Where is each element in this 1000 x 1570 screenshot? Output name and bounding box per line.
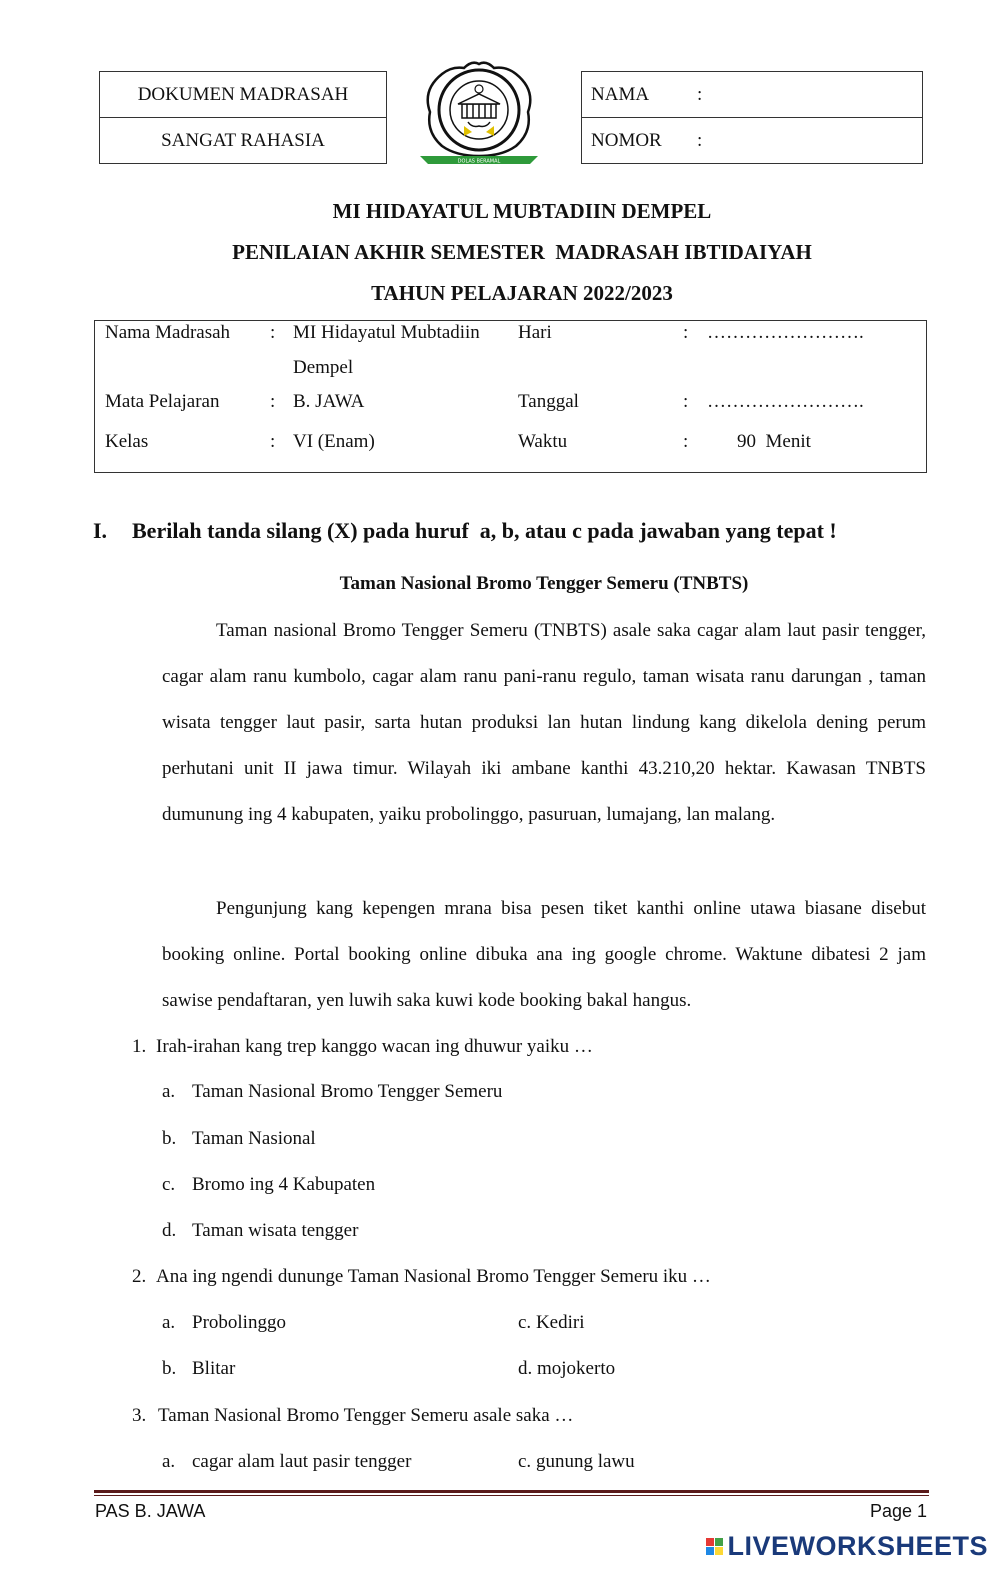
question-2-option-b-letter[interactable]: b. [162,1358,177,1379]
mapel-value: B. JAWA [293,391,365,412]
waktu-colon: : [683,431,689,452]
reading-paragraph-1-text: Taman nasional Bromo Tengger Semeru (TNBTS) asale saka cagar alam laut pasir tengger, cagar alam ranu kumbolo, cagar alam ranu pani-ranu regulo, taman wisata ranu darungan , taman wisata tengger laut pasir, sarta hutan produksi lan hutan lindung kang dikelola dening perum perhutani unit II jawa timur. Wilayah iki ambane kanthi 43.210,20 hektar. Kawasan TNBTS dumunung ing 4 kabupaten, yaiku probolinggo, pasuruan, lumajang, lan malang. [162,620,926,825]
nomor-label: NOMOR [591,130,662,151]
tanggal-colon: : [683,391,689,412]
question-1-option-c-letter[interactable]: c. [162,1174,176,1195]
reading-paragraph-2 [162,886,926,1024]
tanggal-value: ……………………. [707,391,864,412]
reading-paragraph-1 [162,608,926,838]
waktu-value: 90 Menit [737,431,811,452]
doc-type: DOKUMEN MADRASAH [100,72,386,118]
nama-colon: : [697,84,703,105]
kelas-colon: : [270,431,276,452]
question-1-option-c[interactable]: Bromo ing 4 Kabupaten [192,1174,376,1195]
kelas-label: Kelas [105,431,149,452]
liveworksheets-watermark [706,1531,988,1562]
exam-title: PENILAIAN AKHIR SEMESTER MADRASAH IBTIDAIYAH [232,240,812,264]
footer-rule [94,1490,929,1493]
hari-value: ……………………. [707,322,864,343]
question-2-option-c[interactable] [518,1312,584,1334]
section-number: I. [93,518,108,543]
question-3-text: Taman Nasional Bromo Tengger Semeru asale saka … [158,1405,574,1426]
question-2-text: Ana ing ngendi dununge Taman Nasional Bromo Tengger Semeru iku … [156,1266,711,1287]
liveworksheets-text: LIVEWORKSHEETS [727,1531,988,1561]
question-1-option-b[interactable]: Taman Nasional [192,1128,316,1149]
question-2-option-d-letter: d. [518,1358,533,1379]
footer-rule-thin [94,1495,929,1496]
liveworksheets-logo-icon [706,1538,723,1555]
school-logo [412,60,546,168]
nomor-colon: : [697,130,703,151]
question-2-option-b[interactable]: Blitar [192,1358,236,1379]
question-3-option-a-letter[interactable]: a. [162,1451,176,1472]
header-right-box [581,71,923,164]
school-year-title: TAHUN PELAJARAN 2022/2023 [371,281,673,305]
question-2-option-c-letter: c. [518,1312,532,1333]
question-3-option-a[interactable]: cagar alam laut pasir tengger [192,1451,412,1472]
nama-label: NAMA [591,84,650,105]
nomor-row [582,118,922,163]
footer-page-number: Page 1 [869,1501,927,1521]
question-2-option-d-text: mojokerto [537,1358,616,1379]
question-1-option-b-letter[interactable]: b. [162,1128,177,1149]
tanggal-label: Tanggal [518,391,579,412]
doc-classification: SANGAT RAHASIA [161,130,325,151]
question-3-option-c-letter: c. [518,1451,532,1472]
question-1-option-a-letter[interactable]: a. [162,1081,176,1102]
question-2-number: 2. [132,1266,147,1287]
hari-colon: : [683,322,689,343]
school-name-title: MI HIDAYATUL MUBTADIIN DEMPEL [332,199,712,223]
question-1-text: Irah-irahan kang trep kanggo wacan ing dhuwur yaiku … [156,1036,593,1057]
footer-subject: PAS B. JAWA [95,1501,206,1521]
question-3-number: 3. [132,1405,147,1426]
header-left-box [99,71,387,164]
svg-text:DOLAS BERAMAL: DOLAS BERAMAL [457,158,501,165]
section-instruction: Berilah tanda silang (X) pada huruf a, b, atau c pada jawaban yang tepat ! [132,518,837,543]
reading-paragraph-2-text: Pengunjung kang kepengen mrana bisa pesen tiket kanthi online utawa biasane disebut booking online. Portal booking online dibuka ana ing google chrome. Waktune dibatesi 2 jam sawise pendaftaran, yen luwih saka kuwi kode booking bakal hangus. [162,898,926,1011]
nama-madrasah-value-line2: Dempel [293,357,354,378]
hari-label: Hari [518,322,552,343]
reading-title: Taman Nasional Bromo Tengger Semeru (TNBTS) [339,573,749,594]
question-2-option-c-text: Kediri [535,1312,585,1333]
waktu-label: Waktu [518,431,568,452]
mapel-colon: : [270,391,276,412]
nama-madrasah-value: MI Hidayatul Mubtadiin [293,322,480,343]
exam-info-table [94,320,927,473]
mapel-label: Mata Pelajaran [105,391,220,412]
question-1-option-d-letter[interactable]: d. [162,1220,177,1241]
question-1-number: 1. [132,1036,147,1057]
question-1-option-d[interactable]: Taman wisata tengger [192,1220,359,1241]
nama-madrasah-label: Nama Madrasah [105,322,231,343]
question-3-option-c-text: gunung lawu [535,1451,635,1472]
question-2-option-a[interactable]: Probolinggo [192,1312,286,1333]
nama-row [582,72,922,118]
question-2-option-d[interactable] [518,1358,615,1380]
question-2-option-a-letter[interactable]: a. [162,1312,176,1333]
nama-madrasah-colon: : [270,322,276,343]
question-1-option-a[interactable]: Taman Nasional Bromo Tengger Semeru [192,1081,503,1102]
question-3-option-c[interactable] [518,1451,635,1473]
kelas-value: VI (Enam) [293,431,375,452]
